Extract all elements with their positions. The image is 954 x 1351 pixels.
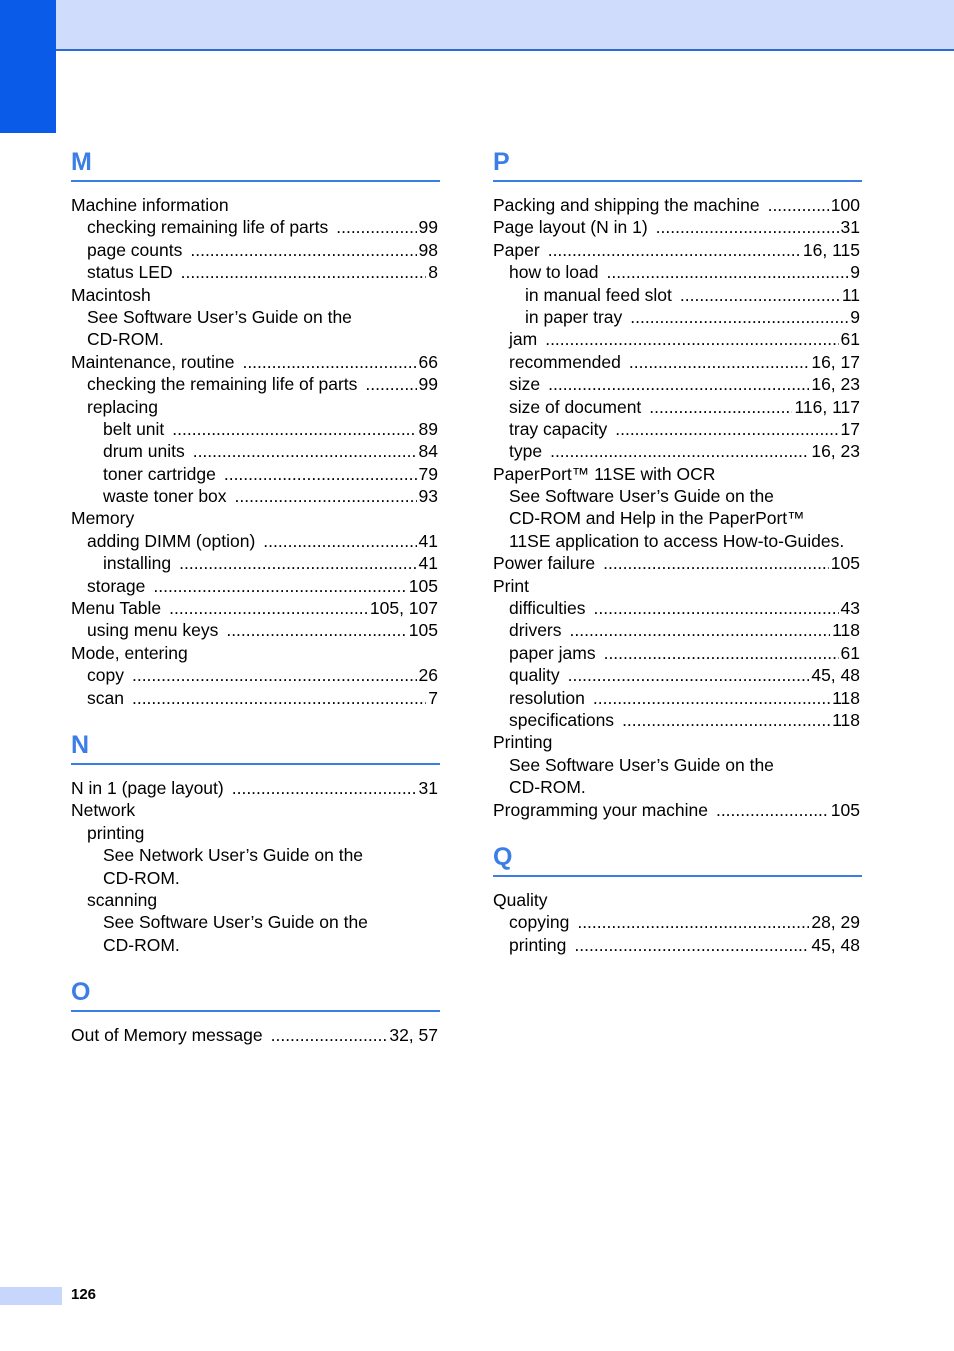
entry-text: checking remaining life of parts <box>87 217 329 238</box>
entry-text: difficulties <box>509 598 586 619</box>
dot-leader <box>172 418 416 440</box>
footer-bar <box>0 1287 62 1305</box>
dot-leader <box>132 664 417 686</box>
entry-text: checking the remaining life of parts <box>87 374 358 395</box>
entry-text: adding DIMM (option) <box>87 530 256 551</box>
index-entry <box>71 934 440 956</box>
index-entry <box>71 463 440 485</box>
index-entry <box>71 822 440 844</box>
entry-text: See Software User’s Guide on the <box>509 754 774 775</box>
entry-page: 16, 17 <box>811 351 860 372</box>
dot-leader <box>153 575 406 597</box>
dot-leader <box>593 687 830 709</box>
entry-text: page counts <box>87 239 183 260</box>
entry-text: Out of Memory message <box>71 1025 263 1046</box>
entry-page: 61 <box>840 642 860 663</box>
entry-text: size of document <box>509 396 642 417</box>
index-entry <box>71 418 440 440</box>
entry-text: copy <box>87 665 124 686</box>
index-entry <box>71 799 440 821</box>
index-entry <box>493 934 862 956</box>
entry-text: PaperPort™ 11SE with OCR <box>493 463 716 484</box>
entry-text: CD-ROM and Help in the PaperPort™ <box>509 508 805 529</box>
index-entry <box>71 194 440 216</box>
entry-text: paper jams <box>509 642 596 663</box>
index-entry <box>493 889 862 911</box>
dot-leader <box>226 619 406 641</box>
entry-page: 99 <box>418 217 438 238</box>
dot-leader <box>577 911 809 933</box>
entry-page: 7 <box>428 687 438 708</box>
index-entry <box>71 597 440 619</box>
dot-leader <box>629 351 809 373</box>
index-column-left <box>71 140 440 1065</box>
entry-page: 98 <box>418 239 438 260</box>
entry-page: 43 <box>840 598 860 619</box>
dot-leader <box>680 284 840 306</box>
index-entry <box>71 284 440 306</box>
entry-text: type <box>509 441 543 462</box>
index-entry <box>493 440 862 462</box>
entry-text: N in 1 (page layout) <box>71 777 224 798</box>
dot-leader <box>603 552 829 574</box>
entry-text: size <box>509 374 541 395</box>
entry-page: 8 <box>428 262 438 283</box>
dot-leader <box>263 530 416 552</box>
entry-page: 118 <box>832 709 860 730</box>
entry-text: in manual feed slot <box>525 284 672 305</box>
entry-page: 105 <box>830 799 860 820</box>
entry-text: in paper tray <box>525 306 623 327</box>
index-entry <box>493 328 862 350</box>
section-letter: P <box>493 144 862 182</box>
dot-leader <box>594 597 839 619</box>
index-entry <box>493 776 862 798</box>
entry-text: Mode, entering <box>71 642 188 663</box>
index-entry <box>71 911 440 933</box>
index-entry <box>493 530 862 552</box>
index-entry <box>71 396 440 418</box>
entry-text: waste toner box <box>103 486 227 507</box>
index-entry <box>493 709 862 731</box>
index-entry <box>493 194 862 216</box>
dot-leader <box>193 440 417 462</box>
entry-text: CD-ROM. <box>509 777 586 798</box>
entry-page: 26 <box>418 665 438 686</box>
index-section <box>71 144 440 709</box>
entry-page: 45, 48 <box>811 934 860 955</box>
index-entry <box>71 777 440 799</box>
index-entry <box>493 284 862 306</box>
dot-leader <box>224 463 417 485</box>
dot-leader <box>615 418 838 440</box>
entry-page: 9 <box>850 306 860 327</box>
index-entry <box>71 619 440 641</box>
entry-page: 45, 48 <box>811 665 860 686</box>
entry-text: See Software User’s Guide on the <box>103 912 368 933</box>
dot-leader <box>570 619 831 641</box>
index-entry <box>71 664 440 686</box>
index-entry <box>493 239 862 261</box>
entry-text: Macintosh <box>71 284 151 305</box>
index-entry <box>493 911 862 933</box>
index-entry <box>71 687 440 709</box>
entry-text: status LED <box>87 262 173 283</box>
entry-page: 118 <box>832 620 860 641</box>
entry-text: Printing <box>493 732 553 753</box>
dot-leader <box>271 1024 388 1046</box>
entry-page: 17 <box>840 418 860 439</box>
dot-leader <box>630 306 848 328</box>
index-section <box>71 727 440 956</box>
section-letter: M <box>71 144 440 182</box>
entry-list <box>493 194 862 821</box>
entry-text: replacing <box>87 396 159 417</box>
dot-leader <box>179 552 416 574</box>
entry-page: 79 <box>418 463 438 484</box>
index-entry <box>71 889 440 911</box>
index-entry <box>493 351 862 373</box>
dot-leader <box>649 396 792 418</box>
entry-page: 84 <box>418 441 438 462</box>
dot-leader <box>622 709 830 731</box>
entry-text: See Network User’s Guide on the <box>103 845 364 866</box>
index-entry <box>493 261 862 283</box>
entry-text: Memory <box>71 508 135 529</box>
entry-text: jam <box>509 329 538 350</box>
dot-leader <box>365 373 416 395</box>
index-entry <box>493 306 862 328</box>
index-entry <box>71 867 440 889</box>
dot-leader <box>574 934 809 956</box>
index-entry <box>493 754 862 776</box>
entry-text: drum units <box>103 441 185 462</box>
index-entry <box>493 687 862 709</box>
index-entry <box>493 642 862 664</box>
entry-text: Network <box>71 800 136 821</box>
entry-page: 16, 23 <box>811 374 860 395</box>
entry-page: 93 <box>418 486 438 507</box>
index-entry <box>493 485 862 507</box>
index-entry <box>493 664 862 686</box>
entry-list <box>71 777 440 956</box>
dot-leader <box>169 597 368 619</box>
entry-page: 41 <box>418 553 438 574</box>
entry-text: using menu keys <box>87 620 219 641</box>
entry-page: 31 <box>840 217 860 238</box>
index-entry <box>493 463 862 485</box>
entry-page: 105 <box>408 620 438 641</box>
header-band <box>0 0 954 51</box>
dot-leader <box>545 328 838 350</box>
index-entry <box>71 440 440 462</box>
entry-page: 118 <box>832 687 860 708</box>
index-section <box>493 144 862 821</box>
index-entry <box>493 799 862 821</box>
entry-text: storage <box>87 575 146 596</box>
entry-text: quality <box>509 665 560 686</box>
entry-text: tray capacity <box>509 418 608 439</box>
index-entry <box>71 239 440 261</box>
entry-page: 11 <box>841 284 860 305</box>
entry-text: See Software User’s Guide on the <box>509 486 774 507</box>
index-entry <box>493 418 862 440</box>
entry-page: 105 <box>830 553 860 574</box>
entry-text: specifications <box>509 709 615 730</box>
entry-page: 100 <box>830 195 860 215</box>
index-entry <box>493 373 862 395</box>
entry-text: Print <box>493 575 529 596</box>
entry-page: 89 <box>418 418 438 439</box>
entry-page: 99 <box>418 374 438 395</box>
index-entry <box>71 552 440 574</box>
page-number: 126 <box>71 1286 97 1303</box>
entry-text: printing <box>509 934 567 955</box>
entry-text: copying <box>509 912 570 933</box>
entry-text: Maintenance, routine <box>71 351 235 372</box>
entry-text: printing <box>87 822 145 843</box>
entry-text: CD-ROM. <box>103 867 180 888</box>
index-entry <box>71 844 440 866</box>
entry-text: Machine information <box>71 195 229 215</box>
entry-page: 61 <box>840 329 860 350</box>
index-entry <box>71 507 440 529</box>
dot-leader <box>568 664 810 686</box>
entry-text: Power failure <box>493 553 596 574</box>
index-entry <box>71 642 440 664</box>
dot-leader <box>656 216 839 238</box>
dot-leader <box>190 239 416 261</box>
index-entry <box>71 351 440 373</box>
section-letter: N <box>71 727 440 765</box>
entry-page: 105 <box>408 575 438 596</box>
index-entry <box>71 328 440 350</box>
entry-text: Paper <box>493 239 540 260</box>
entry-text: scanning <box>87 889 158 910</box>
index-entry <box>71 1024 440 1046</box>
index-entry <box>71 485 440 507</box>
dot-leader <box>548 373 809 395</box>
index-entry <box>71 216 440 238</box>
entry-page: 32, 57 <box>389 1025 438 1046</box>
index-section <box>493 839 862 956</box>
index-entry <box>493 552 862 574</box>
entry-list <box>71 1024 440 1046</box>
dot-leader <box>132 687 426 709</box>
entry-text: Menu Table <box>71 598 162 619</box>
dot-leader <box>604 642 839 664</box>
entry-text: toner cartridge <box>103 463 216 484</box>
index-entry <box>493 575 862 597</box>
entry-page: 31 <box>418 777 438 798</box>
dot-leader <box>716 799 829 821</box>
entry-list <box>71 194 440 709</box>
index-entry <box>71 530 440 552</box>
entry-page: 9 <box>850 262 860 283</box>
entry-text: 11SE application to access How-to-Guides. <box>509 530 845 551</box>
entry-text: belt unit <box>103 418 165 439</box>
section-letter: O <box>71 974 440 1012</box>
entry-list <box>493 889 862 956</box>
index-entry <box>493 619 862 641</box>
index-entry <box>71 575 440 597</box>
index-entry <box>71 306 440 328</box>
index-entry <box>493 507 862 529</box>
entry-text: Packing and shipping the machine <box>493 195 760 215</box>
entry-text: scan <box>87 687 124 708</box>
index-entry <box>71 373 440 395</box>
entry-page: 66 <box>418 351 438 372</box>
dot-leader <box>232 777 417 799</box>
dot-leader <box>235 485 417 507</box>
entry-text: See Software User’s Guide on the <box>87 306 352 327</box>
index-column-right <box>493 140 862 974</box>
entry-text: recommended <box>509 351 621 372</box>
dot-leader <box>548 239 801 261</box>
entry-page: 116, 117 <box>794 396 860 417</box>
index-entry <box>493 396 862 418</box>
index-entry <box>71 261 440 283</box>
section-letter: Q <box>493 839 862 877</box>
entry-text: resolution <box>509 687 585 708</box>
dot-leader <box>550 440 809 462</box>
entry-page: 16, 23 <box>811 441 860 462</box>
entry-text: installing <box>103 553 172 574</box>
entry-page: 41 <box>418 530 438 551</box>
index-entry <box>493 216 862 238</box>
chapter-tab <box>0 0 56 133</box>
entry-page: 16, 115 <box>802 239 860 260</box>
entry-page: 28, 29 <box>811 912 860 933</box>
dot-leader <box>768 194 829 216</box>
entry-page: 105, 107 <box>369 598 438 619</box>
entry-text: CD-ROM. <box>103 934 180 955</box>
entry-text: drivers <box>509 620 562 641</box>
index-section <box>71 974 440 1046</box>
entry-text: Quality <box>493 889 548 910</box>
entry-text: CD-ROM. <box>87 329 164 350</box>
index-entry <box>493 597 862 619</box>
index-entry <box>493 731 862 753</box>
entry-text: Programming your machine <box>493 799 708 820</box>
dot-leader <box>242 351 416 373</box>
entry-text: how to load <box>509 262 599 283</box>
entry-text: Page layout (N in 1) <box>493 217 648 238</box>
dot-leader <box>607 261 849 283</box>
dot-leader <box>336 216 416 238</box>
dot-leader <box>181 261 427 283</box>
